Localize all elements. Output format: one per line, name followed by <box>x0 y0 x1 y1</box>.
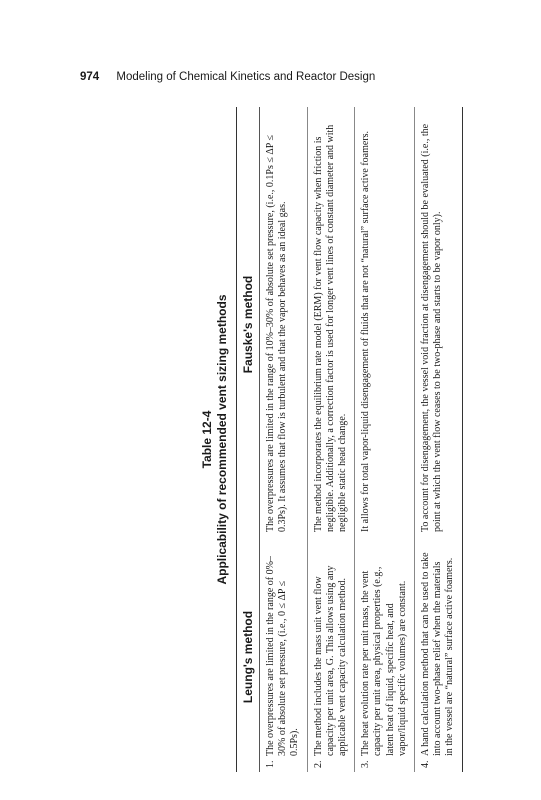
fauske-cell: To account for disengagement, the vessel void fraction at disengagement should be evaluated (i.e., the point at which the vent flow ceases to be two-phase and starts to be vapor only). <box>420 123 444 532</box>
row-number: 1. <box>265 760 276 768</box>
row-number: 2. <box>312 760 324 768</box>
header-leung: Leung's method <box>241 610 255 704</box>
table-title: Applicability of recommended vent sizing methods <box>215 294 229 585</box>
leung-cell <box>415 542 462 772</box>
table-caption <box>200 107 230 772</box>
running-head-title: Modeling of Chemical Kinetics and Reactor Design <box>116 71 376 83</box>
fauske-cell: The overpressures are limited in the range of 10%–30% of absolute set pressure, (i.e., 0.1Ps ≤ ΔP ≤ 0.3Ps). It assumes that flow is turbulent and that the vapor behaves as an ideal gas. <box>265 135 289 532</box>
table-number: Table 12-4 <box>200 410 214 469</box>
vent-sizing-table <box>236 107 463 772</box>
header-fauske: Fauske's method <box>241 275 255 374</box>
leung-text: The method includes the mass unit vent flow capacity per unit area, G. This allows using any applicable vent capacity calculation method. <box>312 565 349 756</box>
table-header-row <box>237 107 260 772</box>
row-number: 4. <box>420 760 432 768</box>
leung-cell <box>260 542 307 772</box>
table-row <box>260 107 308 772</box>
running-head <box>80 71 490 83</box>
table-row <box>308 107 356 772</box>
table-row <box>415 107 463 772</box>
leung-cell <box>355 542 414 772</box>
leung-text: A hand calculation method that can be used to take into account two-phase relief when the materials in the vessel are “natural” surface active foamers. <box>420 552 456 756</box>
leung-cell <box>308 542 355 772</box>
leung-text: The overpressures are limited in the range of 0%–30% of absolute set pressure, (i.e., 0 ≤ ΔP ≤ 0.5Ps). <box>265 556 301 756</box>
fauske-cell: The method incorporates the equilibrium rate model (ERM) for vent flow capacity when friction is negligible. Additionally, a correction factor is used for longer vent lines of constant diameter and with negligible static head change. <box>312 124 349 532</box>
row-number: 3. <box>360 760 372 768</box>
table-row <box>355 107 415 772</box>
page-number: 974 <box>80 71 100 83</box>
rotated-table <box>200 107 470 772</box>
fauske-cell: It allows for total vapor-liquid disengagement of fluids that are not “natural” surface active foamers. <box>360 130 372 532</box>
leung-text: The heat evolution rate per unit mass, the vent capacity per unit area, physical properties (e.g., latent heat of liquid, specific heat, and vapor/liquid specific volumes) are constant. <box>360 566 408 756</box>
